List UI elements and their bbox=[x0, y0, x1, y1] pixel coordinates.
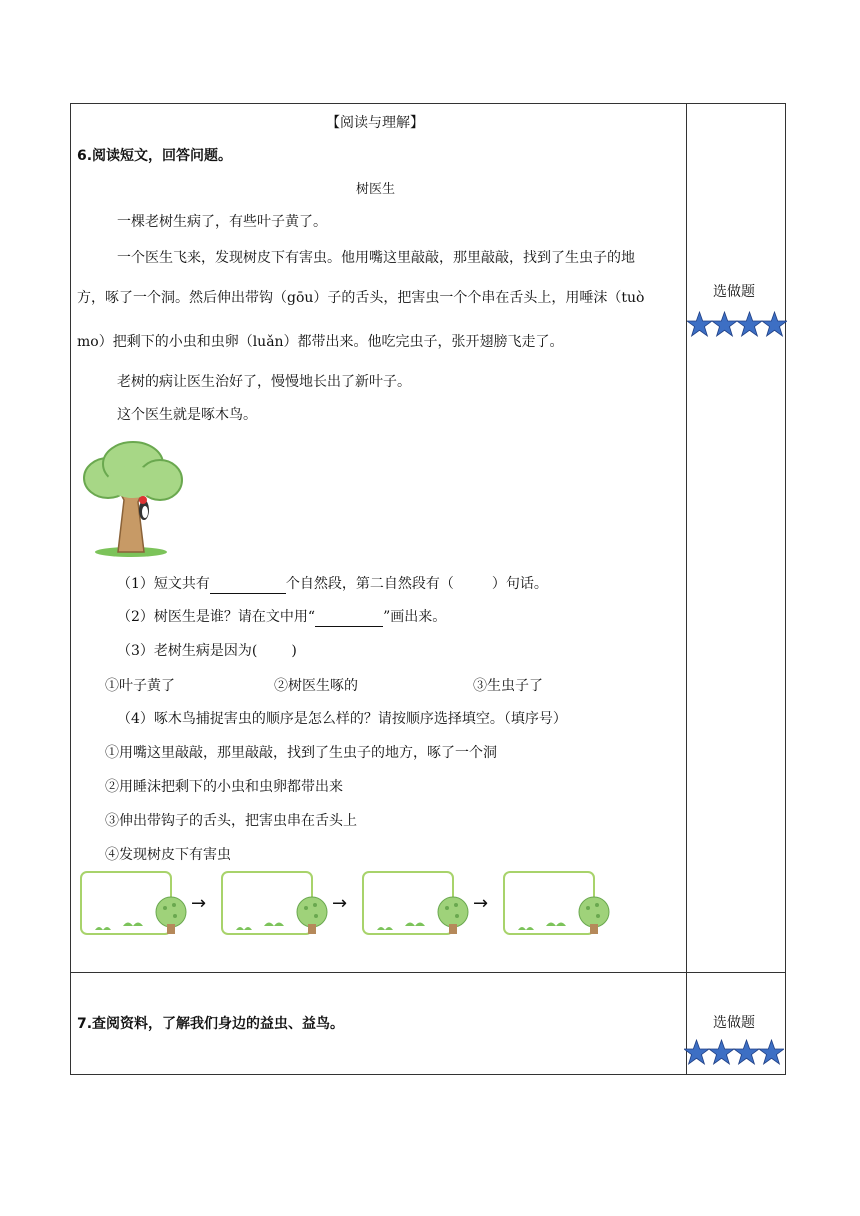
paragraph-2-line-1: 一个医生飞来，发现树皮下有害虫。他用嘴这里敲敲，那里敲敲，找到了生虫子的地 bbox=[117, 250, 635, 266]
star-icon bbox=[684, 1040, 784, 1064]
optional-label-q6: 选做题 bbox=[713, 284, 755, 300]
subquestion-3: （3）老树生病是因为( ) bbox=[117, 643, 297, 659]
difficulty-stars-q6 bbox=[687, 311, 787, 339]
column-divider bbox=[686, 104, 687, 1074]
option-1: ①叶子黄了 bbox=[105, 678, 175, 694]
subquestion-2: （2）树医生是谁？请在文中用“ ”画出来。 bbox=[117, 609, 447, 625]
arrow-2: → bbox=[332, 893, 348, 914]
paragraph-2-line-2: 方，啄了一个洞。然后伸出带钩（gōu）子的舌头，把害虫一个个串在舌头上，用唾沫（tuò bbox=[77, 290, 645, 306]
row-divider bbox=[71, 972, 785, 973]
subquestion-1: （1）短文共有 个自然段，第二自然段有（ ）句话。 bbox=[117, 576, 548, 592]
arrow-3: → bbox=[473, 893, 489, 914]
option-3: ③生虫子了 bbox=[473, 678, 543, 694]
option-2: ②树医生啄的 bbox=[274, 678, 358, 694]
answer-box-4[interactable] bbox=[502, 870, 610, 938]
story-title: 树医生 bbox=[356, 182, 396, 197]
step-1: ①用嘴这里敲敲，那里敲敲，找到了生虫子的地方，啄了一个洞 bbox=[105, 745, 497, 761]
answer-box-2[interactable] bbox=[220, 870, 328, 938]
answer-box-3[interactable] bbox=[361, 870, 469, 938]
q6-heading: 6.阅读短文，回答问题。 bbox=[77, 148, 233, 164]
section-title: 【阅读与理解】 bbox=[326, 115, 424, 131]
underline-sample bbox=[315, 610, 383, 627]
woodpecker-tree-illustration bbox=[78, 440, 184, 560]
step-4: ④发现树皮下有害虫 bbox=[105, 847, 231, 863]
paragraph-2-line-3: mo）把剩下的小虫和虫卵（luǎn）都带出来。他吃完虫子，张开翅膀飞走了。 bbox=[77, 334, 564, 350]
paragraph-3: 老树的病让医生治好了，慢慢地长出了新叶子。 bbox=[117, 374, 411, 390]
answer-box-1[interactable] bbox=[79, 870, 187, 938]
difficulty-stars-q7 bbox=[684, 1039, 784, 1067]
subquestion-4: （4）啄木鸟捕捉害虫的顺序是怎么样的？请按顺序选择填空。（填序号） bbox=[117, 711, 567, 727]
arrow-1: → bbox=[191, 893, 207, 914]
step-3: ③伸出带钩子的舌头，把害虫串在舌头上 bbox=[105, 813, 357, 829]
paragraph-1: 一棵老树生病了，有些叶子黄了。 bbox=[117, 214, 327, 230]
q7-heading: 7.查阅资料，了解我们身边的益虫、益鸟。 bbox=[77, 1016, 345, 1032]
blank-paragraph-count[interactable] bbox=[210, 577, 286, 594]
step-2: ②用睡沫把剩下的小虫和虫卵都带出来 bbox=[105, 779, 343, 795]
star-icon bbox=[687, 312, 787, 336]
paragraph-4: 这个医生就是啄木鸟。 bbox=[117, 407, 257, 423]
optional-label-q7: 选做题 bbox=[713, 1015, 755, 1031]
